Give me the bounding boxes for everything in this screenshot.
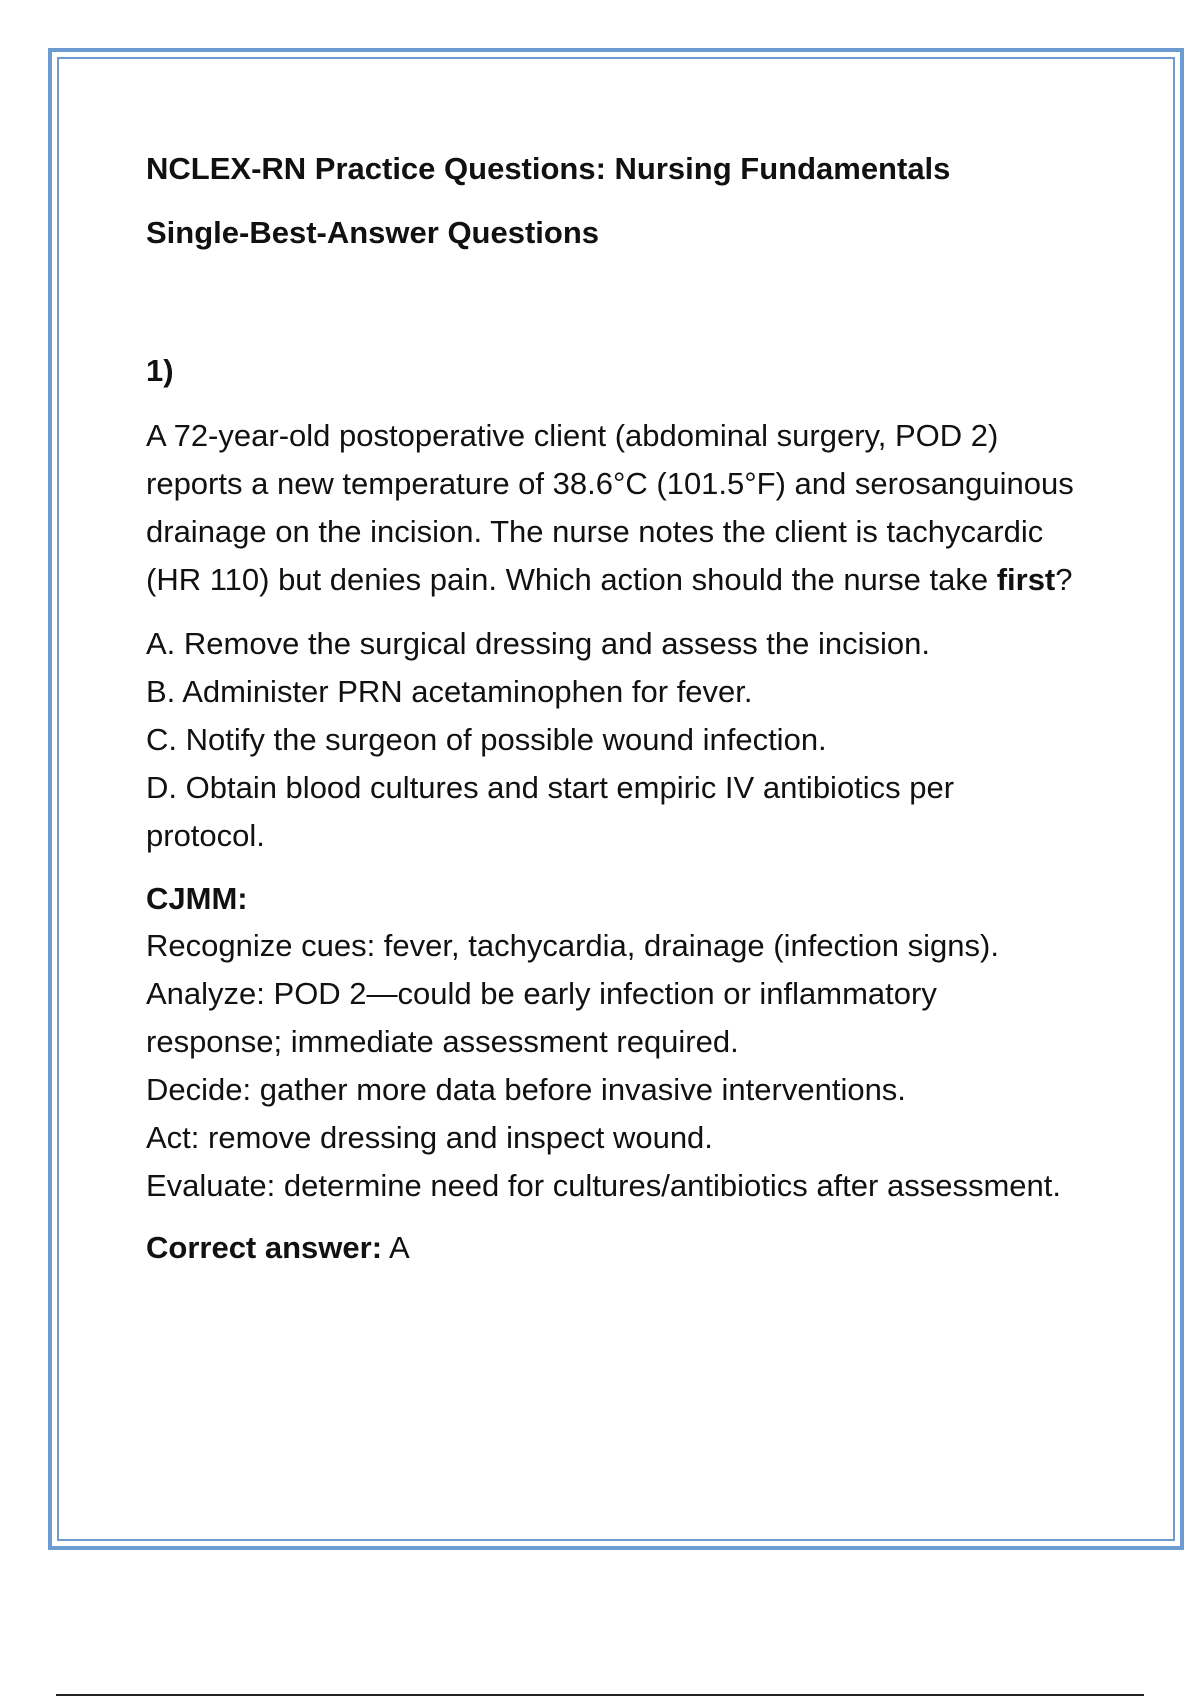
option-c: C. Notify the surgeon of possible wound infection. <box>146 722 827 757</box>
option-d: D. Obtain blood cultures and start empiric IV antibiotics per protocol. <box>146 770 955 853</box>
correct-answer-label: Correct answer: <box>146 1230 383 1265</box>
question-stem <box>146 412 1076 604</box>
question-number: 1) <box>146 353 174 388</box>
cjmm-steps <box>146 922 1076 1210</box>
answer-options <box>146 620 1076 860</box>
document-title: NCLEX-RN Practice Questions: Nursing Fundamentals <box>146 151 951 186</box>
question-stem-text: A 72-year-old postoperative client (abdominal surgery, POD 2) reports a new temperature of 38.6°C (101.5°F) and serosanguinous drainage on the incision. The nurse notes the client is tachycardic (HR 110) but denies pain. Which action should the nurse take <box>146 418 1074 597</box>
document-content <box>146 146 1076 1272</box>
document-subtitle: Single-Best-Answer Questions <box>146 215 600 250</box>
question-stem-end: ? <box>1055 562 1073 597</box>
cjmm-recognize: Recognize cues: fever, tachycardia, drainage (infection signs). <box>146 928 999 963</box>
cjmm-evaluate: Evaluate: determine need for cultures/antibiotics after assessment. <box>146 1168 1061 1203</box>
cjmm-act: Act: remove dressing and inspect wound. <box>146 1120 713 1155</box>
correct-answer-value: A <box>388 1230 410 1265</box>
cjmm-heading: CJMM: <box>146 881 248 916</box>
question-stem-emphasis: first <box>996 562 1056 597</box>
option-a: A. Remove the surgical dressing and assess the incision. <box>146 626 931 661</box>
option-b: B. Administer PRN acetaminophen for fever. <box>146 674 753 709</box>
correct-answer <box>146 1224 1076 1272</box>
cjmm-analyze: Analyze: POD 2—could be early infection or inflammatory response; immediate assessment required. <box>146 976 937 1059</box>
footer-rule <box>56 1694 1144 1696</box>
cjmm-decide: Decide: gather more data before invasive interventions. <box>146 1072 906 1107</box>
